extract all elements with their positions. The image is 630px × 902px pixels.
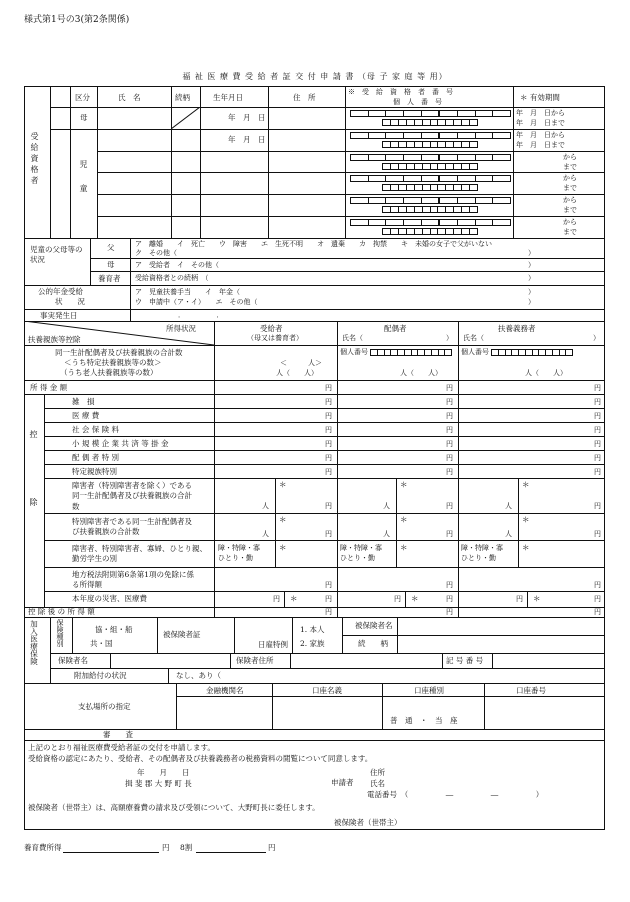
yen-specified-relative-c1: 円 xyxy=(325,468,332,476)
personal-number-boxes[interactable] xyxy=(382,163,478,170)
personal-no-header: 個 人 番 号 xyxy=(393,98,442,106)
applicant-name-label: 氏名 xyxy=(370,779,385,788)
mother-options: ア 受給者 イ その他（ xyxy=(135,261,219,269)
special-disabled-label-2: び扶養親族の合計数 xyxy=(72,527,140,536)
personal-number-boxes[interactable] xyxy=(382,184,478,191)
yen-social-insurance-c1: 円 xyxy=(325,426,332,434)
star-special-c3: ＊ xyxy=(522,515,530,524)
yen-spouse-special-c2: 円 xyxy=(446,454,453,462)
deduction-side-label: 控除 xyxy=(29,430,38,566)
father-label: 父 xyxy=(107,243,115,252)
qualification-number-boxes[interactable] xyxy=(350,175,511,182)
yen-disaster-c1a: 円 xyxy=(273,595,280,603)
insurance-opt-2[interactable]: 共・国 xyxy=(90,639,113,648)
qualification-number-boxes[interactable] xyxy=(350,132,511,139)
application-date: 年 月 日 xyxy=(137,768,190,777)
account-type-header: 口座種別 xyxy=(414,686,444,695)
child2-from: から xyxy=(563,153,577,161)
deduction-header: 扶養親族等控除 xyxy=(28,335,81,344)
yen-loss-c3: 円 xyxy=(594,398,601,406)
insured-head-label: 被保険者（世帯主） xyxy=(334,818,402,827)
star-widow-c3: ＊ xyxy=(522,543,530,552)
yen-special-c3: 円 xyxy=(594,530,601,538)
yen-spouse-special-c1: 円 xyxy=(325,454,332,462)
person-special-c1: 人 xyxy=(262,530,269,538)
star-widow-c2: ＊ xyxy=(400,543,408,552)
income-status-header: 所得状況 xyxy=(166,324,196,333)
caregiver-income-label: 養育費所得 xyxy=(24,843,62,852)
insured-name-label: 被保険者名 xyxy=(355,621,393,630)
star-special-c2: ＊ xyxy=(400,515,408,524)
widow-opt1-c2: 障・特障・寡 xyxy=(340,544,382,552)
payment-label: 支払場所の指定 xyxy=(78,702,131,711)
name-header: 氏 名 xyxy=(118,93,141,102)
widow-opt2-c2: ひとり・勤 xyxy=(340,554,375,562)
yen-medical-c1: 円 xyxy=(325,412,332,420)
mother-valid-from: 年 月 日から xyxy=(516,109,565,117)
qualification-number-boxes[interactable] xyxy=(350,197,511,204)
day-worker-label: 日雇特例 xyxy=(258,640,288,649)
child1-valid-from: 年 月 日から xyxy=(516,131,565,139)
yen-small-business-c2: 円 xyxy=(446,440,453,448)
widow-opt2-c1: ひとり・勤 xyxy=(218,554,253,562)
eighty-percent-label: 8割 xyxy=(180,843,193,852)
child4-until: まで xyxy=(563,206,577,214)
valid-period-header: ＊ 有効期間 xyxy=(520,93,560,102)
dependents-label-2: ＜うち特定扶養親族等の数＞ xyxy=(64,358,162,367)
father-other: ク その他（ xyxy=(135,249,177,257)
yen-loss-c1: 円 xyxy=(325,398,332,406)
declaration-line-1: 上記のとおり福祉医療費受給者証の交付を申請します。 xyxy=(28,743,215,752)
address-header: 住 所 xyxy=(293,93,316,102)
child2-until: まで xyxy=(563,163,577,171)
delegation-text: 被保険者（世帯主）は、高額療養費の請求及び受領について、大野町長に委任します。 xyxy=(28,803,320,812)
person-disabled-c2: 人 xyxy=(383,502,390,510)
yen-local-c2: 円 xyxy=(446,581,453,589)
pension-line-2-close: ） xyxy=(528,298,535,306)
yen-disabled-c2: 円 xyxy=(446,502,453,510)
local-tax-label-1: 地方税法附則第6条第1項の免除に係 xyxy=(72,570,195,579)
yen-loss-c2: 円 xyxy=(446,398,453,406)
disabled-label-3: 数 xyxy=(72,502,80,511)
person-disabled-c3: 人 xyxy=(505,502,512,510)
star-disabled-c2: ＊ xyxy=(400,480,408,489)
yen-disaster-c2b: 円 xyxy=(446,595,453,603)
widow-opt2-c3: ひとり・勤 xyxy=(461,554,496,562)
insurance-side-label: 加入医療保険 xyxy=(29,620,39,665)
qualification-number-boxes[interactable] xyxy=(350,219,511,226)
pension-label-2: 状 況 xyxy=(55,297,85,306)
birth-header: 生年月日 xyxy=(213,93,243,102)
spouse-name-close: ） xyxy=(446,334,453,342)
family-option[interactable]: 2. 家族 xyxy=(300,639,325,648)
caregiver-income-yen: 円 xyxy=(162,843,170,852)
star-disabled-c3: ＊ xyxy=(522,480,530,489)
yen-small-business-c1: 円 xyxy=(325,440,332,448)
deduction-row-spouse-special-label: 配 偶 者 特 別 xyxy=(72,453,120,462)
pension-line-2: ウ 申請中（ア・イ） エ その他（ xyxy=(135,298,258,306)
attached-benefit-label: 附加給付の状況 xyxy=(74,671,127,680)
account-no-header: 口座番号 xyxy=(516,686,546,695)
personal-number-boxes[interactable] xyxy=(382,206,478,213)
deduction-row-specified-relative-label: 特定親族特別 xyxy=(72,467,117,476)
yen-medical-c3: 円 xyxy=(594,412,601,420)
yen-r0-c2: 円 xyxy=(446,384,453,392)
disabled-label-2: 同一生計配偶者及び扶養親族の合計 xyxy=(72,491,192,500)
mother-options-close: ） xyxy=(528,261,535,269)
spouse-name-label: 氏名（ xyxy=(342,334,363,342)
deduction-row-social-insurance-label: 社 会 保 険 料 xyxy=(72,425,120,434)
qualification-number-boxes[interactable] xyxy=(350,110,511,117)
person-special-c3: 人 xyxy=(505,530,512,538)
yen-social-insurance-c3: 円 xyxy=(594,426,601,434)
yen-specified-relative-c2: 円 xyxy=(446,468,453,476)
mother-guardian-label: 母 xyxy=(107,260,115,269)
personal-number-boxes[interactable] xyxy=(382,228,478,235)
kubun-header: 区分 xyxy=(75,93,90,102)
caregiver-close: ） xyxy=(528,274,535,282)
star-special-c1: ＊ xyxy=(279,515,287,524)
applicant-address-label: 住所 xyxy=(370,768,385,777)
spouse-col-header: 配偶者 xyxy=(384,324,407,333)
yen-local-c3: 円 xyxy=(594,581,601,589)
child-label: 児童 xyxy=(79,160,88,208)
qualification-no-header: ※ 受 給 資 格 者 番 号 xyxy=(348,88,453,96)
dependent-personal-no-label: 個人番号 xyxy=(461,348,489,356)
deduction-row-medical-label: 医 療 費 xyxy=(72,411,100,420)
child4-from: から xyxy=(563,196,577,204)
local-tax-label-2: る所得額 xyxy=(72,580,102,589)
mayor-label: 揖 斐 郡 大 野 町 長 xyxy=(125,779,192,788)
spouse-elderly-count: 人（ 人） xyxy=(400,369,442,377)
caregiver-label: 養育者 xyxy=(98,274,121,283)
person-special-c2: 人 xyxy=(383,530,390,538)
declaration-line-2: 受給資格の認定にあたり、受給者、その配偶者及び扶養義務者の税務資料の閲覧について同意します。 xyxy=(28,754,373,763)
bank-header: 金融機関名 xyxy=(206,686,244,695)
income-amount-label: 所 得 金 額 xyxy=(30,383,68,392)
recipient-specific-count: ＜ 人＞ xyxy=(280,359,322,367)
review-label: 審 査 xyxy=(103,730,133,739)
child5-from: から xyxy=(563,218,577,226)
insurer-address-label: 保険者住所 xyxy=(236,656,274,665)
personal-number-boxes[interactable] xyxy=(382,141,478,148)
insured-card-label: 被保険者証 xyxy=(163,630,201,639)
child3-until: まで xyxy=(563,184,577,192)
page-title: 福 祉 医 療 費 受 給 者 証 交 付 申 請 書 （母 子 家 庭 等 用） xyxy=(182,72,448,81)
yen-small-business-c3: 円 xyxy=(594,440,601,448)
ordinary-current-option[interactable]: 普 通 ・ 当 座 xyxy=(390,716,458,725)
disabled-label-1: 障害者（特別障害者を除く）である xyxy=(72,481,192,490)
widow-opt1-c3: 障・特障・寡 xyxy=(461,544,503,552)
guardian-label: 児童の父母等の状況 xyxy=(30,245,83,264)
recipient-col-subheader: （母又は養育者） xyxy=(247,334,303,342)
recipient-side-label: 受給資格者 xyxy=(30,132,39,187)
yen-disaster-c2a: 円 xyxy=(394,595,401,603)
child5-until: まで xyxy=(563,228,577,236)
yen-local-c1: 円 xyxy=(325,581,332,589)
special-disabled-label-1: 特別障害者である同一生計配偶者及 xyxy=(72,517,192,526)
mother-label: 母 xyxy=(80,113,88,122)
symbol-number-label: 記 号 番 号 xyxy=(446,656,484,665)
yen-after-c1: 円 xyxy=(325,608,332,616)
insurer-name-label: 保険者名 xyxy=(58,656,88,665)
insurance-opt-1[interactable]: 協・組・船 xyxy=(95,625,133,634)
dependent-name-label: 氏名（ xyxy=(463,334,484,342)
yen-disabled-c1: 円 xyxy=(325,502,332,510)
pension-label-1: 公的年金受給 xyxy=(38,287,83,296)
yen-social-insurance-c2: 円 xyxy=(446,426,453,434)
relation-slash xyxy=(171,107,200,129)
recipient-elderly-count: 人（ 人） xyxy=(276,369,318,377)
dependents-label-1: 同一生計配偶者及び扶養親族の合計数 xyxy=(55,348,183,357)
applicant-label: 申請者 xyxy=(331,778,354,787)
dependent-elderly-count: 人（ 人） xyxy=(525,369,567,377)
star-widow-c1: ＊ xyxy=(279,543,287,552)
spouse-personal-no-boxes[interactable] xyxy=(370,349,452,356)
child3-from: から xyxy=(563,174,577,182)
form-number: 様式第1号の3(第2条関係) xyxy=(24,15,130,25)
yen-special-c1: 円 xyxy=(325,530,332,538)
attached-benefit-none-some: なし、あり（ xyxy=(176,671,221,680)
yen-disaster-c1b: 円 xyxy=(325,595,332,603)
event-date-dots: ． ． xyxy=(178,311,224,319)
yen-r0-c1: 円 xyxy=(325,384,332,392)
yen-medical-c2: 円 xyxy=(446,412,453,420)
person-disabled-c1: 人 xyxy=(262,502,269,510)
dependent-name-close: ） xyxy=(593,334,600,342)
star-disaster-c1: ＊ xyxy=(290,594,298,603)
self-option[interactable]: 1. 本人 xyxy=(300,625,325,634)
widow-label-1: 障害者、特別障害者、寡婦、ひとり親、 xyxy=(72,544,207,553)
yen-specified-relative-c3: 円 xyxy=(594,468,601,476)
father-options: ア 離婚 イ 死亡 ウ 障害 エ 生死不明 オ 遺棄 カ 拘禁 キ 未婚の女子で父がいない xyxy=(135,240,492,248)
widow-label-2: 勤労学生の別 xyxy=(72,554,117,563)
mother-valid-to: 年 月 日まで xyxy=(516,119,565,127)
yen-disaster-c3a: 円 xyxy=(516,595,523,603)
applicant-phone: 電話番号 （ ― ― ） xyxy=(367,790,544,799)
disaster-label: 本年度の災害、医療費 xyxy=(72,594,147,603)
dependents-label-3: （うち老人扶養親族等の数） xyxy=(60,368,158,377)
star-disaster-c3: ＊ xyxy=(533,594,541,603)
pension-line-1-close: ） xyxy=(528,288,535,296)
recipient-col-header: 受給者 xyxy=(260,324,283,333)
deduction-row-loss-label: 雑 損 xyxy=(72,397,95,406)
relation-header: 続柄 xyxy=(175,93,190,102)
widow-opt1-c1: 障・特障・寡 xyxy=(218,544,260,552)
yen-after-c2: 円 xyxy=(446,608,453,616)
dependent-personal-no-boxes[interactable] xyxy=(491,349,573,356)
event-date-label: 事実発生日 xyxy=(40,311,78,320)
deduction-row-small-business-label: 小 規 模 企 業 共 済 等 掛 金 xyxy=(72,439,169,448)
yen-spouse-special-c3: 円 xyxy=(594,454,601,462)
account-name-header: 口座名義 xyxy=(312,686,342,695)
child1-valid-to: 年 月 日まで xyxy=(516,141,565,149)
father-other-close: ） xyxy=(528,249,535,257)
qualification-number-boxes[interactable] xyxy=(350,154,511,161)
mother-birth: 年 月 日 xyxy=(228,113,266,122)
yen-special-c2: 円 xyxy=(446,530,453,538)
child-birth: 年 月 日 xyxy=(228,135,266,144)
yen-after-c3: 円 xyxy=(594,608,601,616)
after-deduction-label: 控 除 後 の 所 得 額 xyxy=(28,607,95,616)
yen-disaster-c3b: 円 xyxy=(594,595,601,603)
spouse-personal-no-label: 個人番号 xyxy=(340,348,368,356)
star-disaster-c2: ＊ xyxy=(411,594,419,603)
star-disabled-c1: ＊ xyxy=(279,480,287,489)
insurance-kind-label: 保険種別 xyxy=(56,619,64,647)
dependent-col-header: 扶養義務者 xyxy=(498,324,536,333)
pension-line-1: ア 児童扶養手当 イ 年金（ xyxy=(135,288,240,296)
yen-disabled-c3: 円 xyxy=(594,502,601,510)
caregiver-relation: 受給資格者との続柄 （ xyxy=(135,274,209,282)
yen-r0-c3: 円 xyxy=(594,384,601,392)
insured-relation-label: 続 柄 xyxy=(358,639,388,648)
eighty-percent-yen: 円 xyxy=(268,843,276,852)
personal-number-boxes[interactable] xyxy=(382,119,478,126)
